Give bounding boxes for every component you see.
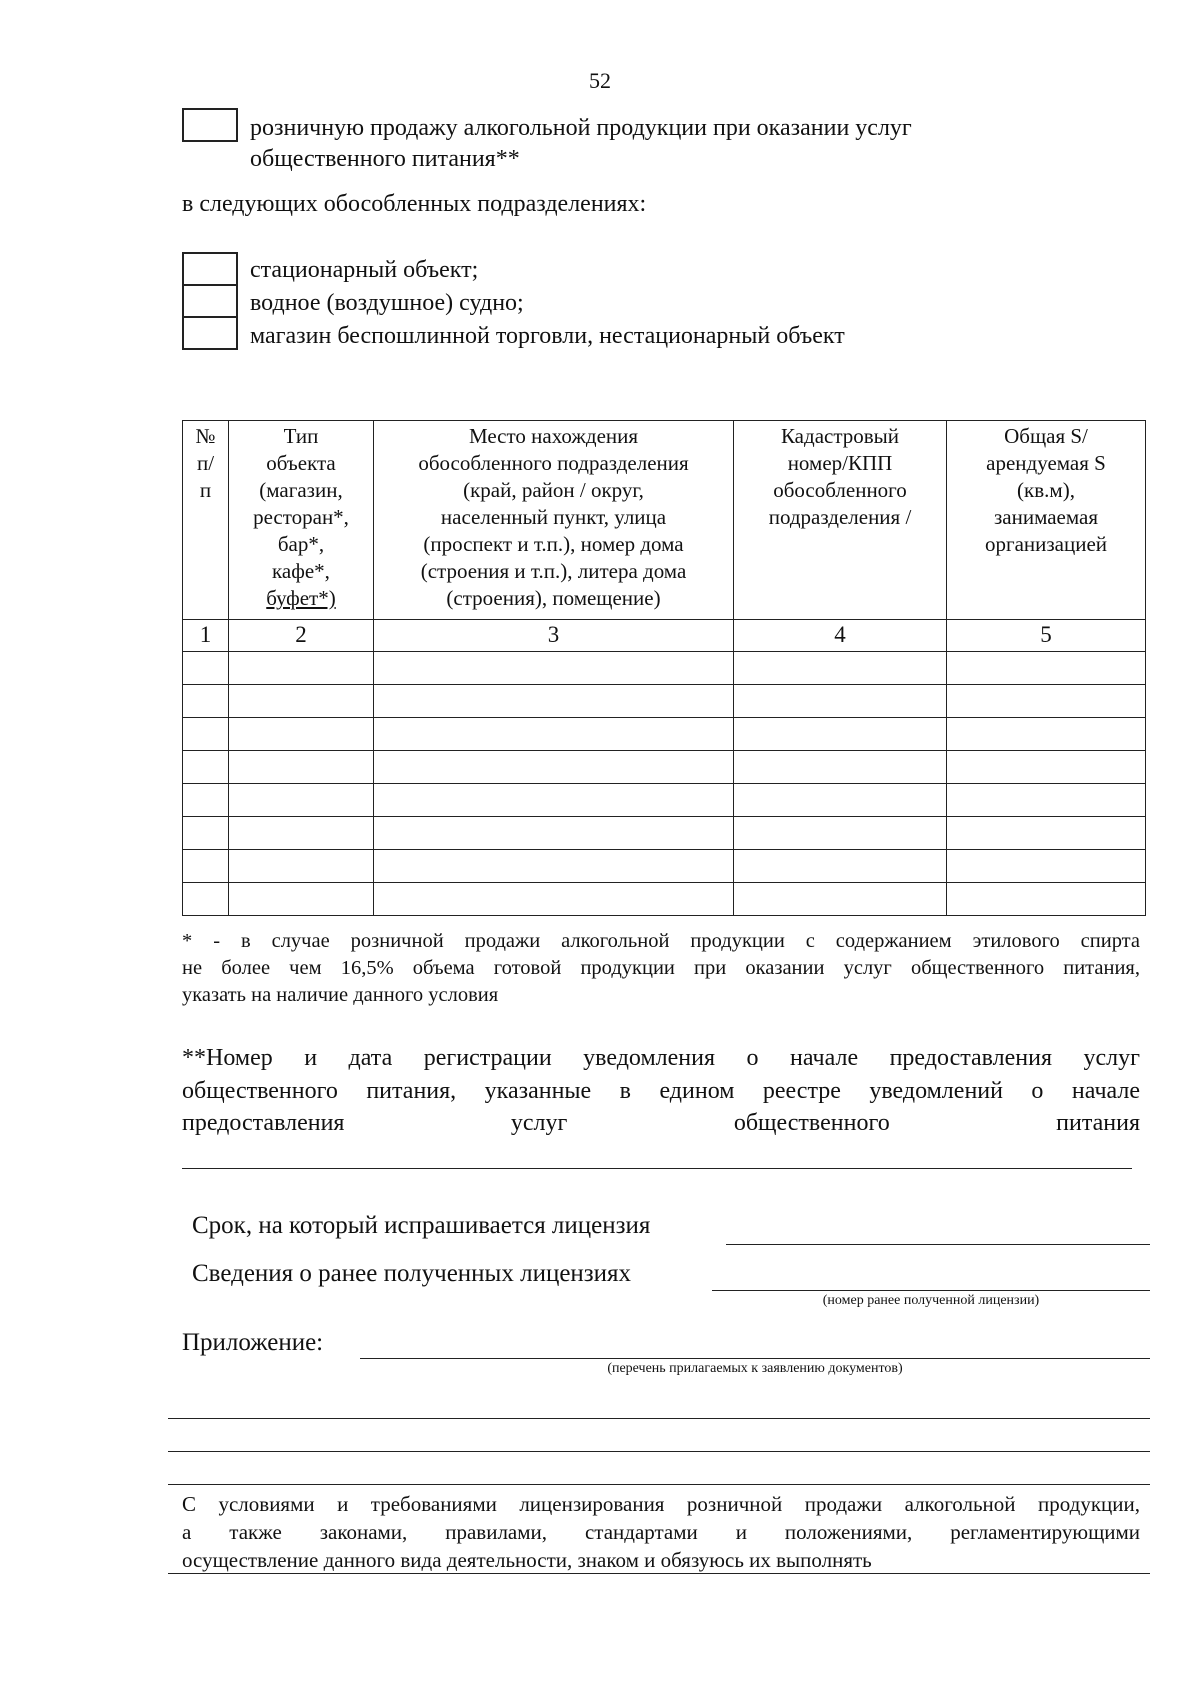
table-row xyxy=(183,817,1146,850)
table-input-cell[interactable] xyxy=(734,751,947,784)
table-input-cell[interactable] xyxy=(183,883,229,916)
table-header-text: № xyxy=(195,424,216,448)
agreement-line3: осуществление данного вида деятельности, знаком и обязуюсь их выполнять xyxy=(182,1548,872,1572)
table-header-cell xyxy=(229,421,374,620)
table-input-cell[interactable] xyxy=(734,883,947,916)
retail-label-line1: розничную продажу алкогольной продукции при оказании услуг xyxy=(250,115,912,141)
table-header-text: номер/КПП xyxy=(787,451,893,475)
previous-licenses-label: Сведения о ранее полученных лицензиях xyxy=(192,1260,632,1287)
table-header-text: п/ xyxy=(196,451,215,475)
table-input-cell[interactable] xyxy=(734,685,947,718)
table-input-cell[interactable] xyxy=(183,751,229,784)
table-header-text: п xyxy=(199,478,212,502)
footnote-double-star-line1: **Номер и дата регистрации уведомления о начале предоставления услуг xyxy=(182,1045,1140,1071)
vessel-checkbox[interactable] xyxy=(182,284,238,318)
table-input-cell[interactable] xyxy=(947,883,1146,916)
table-row xyxy=(183,883,1146,916)
retail-label-line2: общественного питания** xyxy=(250,146,520,172)
attachment-field[interactable] xyxy=(360,1358,1150,1359)
table-input-cell[interactable] xyxy=(183,652,229,685)
table-header-cell xyxy=(947,421,1146,620)
table-row xyxy=(183,685,1146,718)
table-header-text: (строения и т.п.), литера дома xyxy=(420,559,687,583)
footnote-star-line2: не более чем 16,5% объема готовой продукции при оказании услуг общественного питания, xyxy=(182,957,1140,979)
table-input-cell[interactable] xyxy=(374,784,734,817)
table-input-cell[interactable] xyxy=(229,883,374,916)
table-header-cell xyxy=(183,421,229,620)
previous-licenses-field[interactable] xyxy=(712,1290,1150,1291)
attachment-label: Приложение: xyxy=(182,1329,324,1356)
table-header-text: занимаемая xyxy=(993,505,1098,529)
table-header-text: Тип xyxy=(283,424,319,448)
table-row xyxy=(183,784,1146,817)
table-input-cell[interactable] xyxy=(183,817,229,850)
table-input-cell[interactable] xyxy=(947,784,1146,817)
attachment-line-4[interactable] xyxy=(168,1484,1150,1485)
footnote-star-line3: указать на наличие данного условия xyxy=(182,984,499,1006)
footnote-double-star-line3: предоставления услуг общественного питания xyxy=(182,1110,1140,1136)
table-header-text: (кв.м), xyxy=(1017,478,1075,502)
footnote-star-line1: * - в случае розничной продажи алкогольной продукции с содержанием этилового спирта xyxy=(182,930,1140,952)
column-number-cell: 4 xyxy=(734,620,947,652)
duty-free-checkbox[interactable] xyxy=(182,316,238,350)
attachment-line-2[interactable] xyxy=(168,1418,1150,1419)
table-header-text: кафе*, xyxy=(272,559,330,583)
table-input-cell[interactable] xyxy=(229,751,374,784)
table-header-text: Кадастровый xyxy=(780,424,900,448)
table-row xyxy=(183,850,1146,883)
table-row xyxy=(183,718,1146,751)
table-input-cell[interactable] xyxy=(734,652,947,685)
table-input-cell[interactable] xyxy=(374,883,734,916)
table-input-cell[interactable] xyxy=(229,784,374,817)
table-header-text: арендуемая S xyxy=(986,451,1106,475)
table-input-cell[interactable] xyxy=(947,718,1146,751)
column-number-cell: 3 xyxy=(374,620,734,652)
table-input-cell[interactable] xyxy=(229,850,374,883)
table-header-text: буфет*) xyxy=(266,586,336,610)
table-header-text: ресторан*, xyxy=(253,505,349,529)
table-input-cell[interactable] xyxy=(229,817,374,850)
license-term-field[interactable] xyxy=(726,1244,1150,1245)
divisions-table xyxy=(182,420,1146,916)
stationary-object-label: стационарный объект; xyxy=(250,257,479,283)
footnote-double-star-line2: общественного питания, указанные в едином реестре уведомлений о начале xyxy=(182,1078,1140,1104)
agreement-line1: С условиями и требованиями лицензирования розничной продажи алкогольной продукции, xyxy=(182,1492,1140,1516)
table-row xyxy=(183,652,1146,685)
table-row xyxy=(183,751,1146,784)
table-header-text: (строения), помещение) xyxy=(446,586,661,610)
column-number-cell: 2 xyxy=(229,620,374,652)
table-header-text: (магазин, xyxy=(259,478,343,502)
table-input-cell[interactable] xyxy=(947,751,1146,784)
table-input-cell[interactable] xyxy=(947,817,1146,850)
divisions-intro: в следующих обособленных подразделениях: xyxy=(182,191,647,217)
agreement-line2: а также законами, правилами, стандартами и положениями, регламентирующими xyxy=(182,1520,1140,1544)
table-header-cell xyxy=(374,421,734,620)
table-header-text: бар*, xyxy=(277,532,325,556)
retail-checkbox[interactable] xyxy=(182,108,238,142)
attachment-caption: (перечень прилагаемых к заявлению документов) xyxy=(607,1361,903,1376)
stationary-object-checkbox[interactable] xyxy=(182,252,238,286)
table-input-cell[interactable] xyxy=(947,850,1146,883)
attachment-line-3[interactable] xyxy=(168,1451,1150,1452)
table-header-text: (край, район / округ, xyxy=(463,478,644,502)
table-header-text: Место нахождения xyxy=(468,424,639,448)
table-input-cell[interactable] xyxy=(734,850,947,883)
vessel-label: водное (воздушное) судно; xyxy=(250,290,524,316)
table-input-cell[interactable] xyxy=(183,784,229,817)
table-input-cell[interactable] xyxy=(229,718,374,751)
column-number-cell: 5 xyxy=(947,620,1146,652)
table-header-text: Общая S/ xyxy=(1004,424,1088,448)
table-header-cell xyxy=(734,421,947,620)
agreement-underline xyxy=(168,1573,1150,1574)
table-header-text: обособленного подразделения xyxy=(418,451,689,475)
table-header-text: организацией xyxy=(984,532,1108,556)
table-input-cell[interactable] xyxy=(374,850,734,883)
table-header-text: (проспект и т.п.), номер дома xyxy=(423,532,684,556)
table-header-text: подразделения / xyxy=(768,505,912,529)
table-input-cell[interactable] xyxy=(229,685,374,718)
table-input-cell[interactable] xyxy=(947,685,1146,718)
table-input-cell[interactable] xyxy=(734,817,947,850)
duty-free-label: магазин беспошлинной торговли, нестационарный объект xyxy=(250,323,845,349)
page-number: 52 xyxy=(589,68,611,93)
table-input-cell[interactable] xyxy=(734,718,947,751)
column-number-cell: 1 xyxy=(183,620,229,652)
table-input-cell[interactable] xyxy=(374,751,734,784)
notification-number-field[interactable] xyxy=(182,1168,1132,1169)
table-input-cell[interactable] xyxy=(374,817,734,850)
table-input-cell[interactable] xyxy=(183,850,229,883)
table-header-text: обособленного xyxy=(773,478,907,502)
table-input-cell[interactable] xyxy=(229,652,374,685)
table-input-cell[interactable] xyxy=(374,685,734,718)
table-input-cell[interactable] xyxy=(183,685,229,718)
table-input-cell[interactable] xyxy=(734,784,947,817)
previous-licenses-caption: (номер ранее полученной лицензии) xyxy=(822,1293,1040,1308)
table-input-cell[interactable] xyxy=(183,718,229,751)
table-input-cell[interactable] xyxy=(374,652,734,685)
license-term-label: Срок, на который испрашивается лицензия xyxy=(192,1212,651,1239)
table-header-text: населенный пункт, улица xyxy=(440,505,667,529)
table-header-text: объекта xyxy=(266,451,336,475)
table-input-cell[interactable] xyxy=(374,718,734,751)
table-input-cell[interactable] xyxy=(947,652,1146,685)
